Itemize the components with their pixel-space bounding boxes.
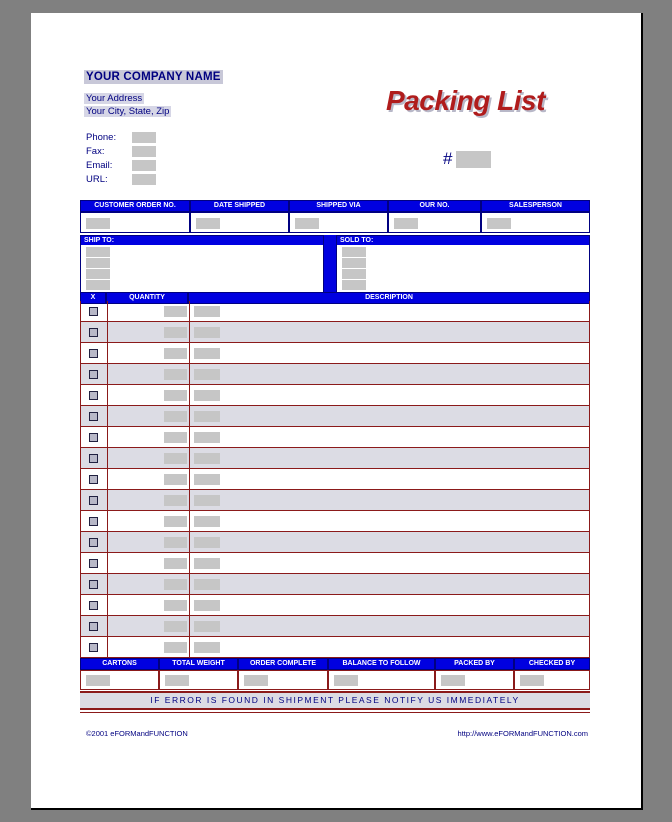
shipped-via-field[interactable] <box>295 218 319 229</box>
header-salesperson: SALESPERSON <box>481 200 590 212</box>
order-complete-cell <box>238 670 328 690</box>
sold-to-line-2[interactable] <box>342 258 366 268</box>
quantity-field[interactable] <box>164 579 187 590</box>
salesperson-field[interactable] <box>487 218 511 229</box>
item-row <box>80 616 590 637</box>
item-row <box>80 406 590 427</box>
header-quantity: QUANTITY <box>106 292 188 304</box>
column-divider <box>107 532 108 552</box>
customer-order-field[interactable] <box>86 218 110 229</box>
column-divider <box>107 448 108 468</box>
item-row <box>80 364 590 385</box>
ship-to-line-1[interactable] <box>86 247 110 257</box>
quantity-field[interactable] <box>164 495 187 506</box>
order-complete-field[interactable] <box>244 675 268 686</box>
description-field[interactable] <box>194 390 220 401</box>
column-divider <box>189 406 190 426</box>
description-field[interactable] <box>194 432 220 443</box>
company-city-state-zip: Your City, State, Zip <box>86 106 170 117</box>
item-checkbox[interactable] <box>89 643 98 652</box>
column-divider <box>189 427 190 447</box>
footer-copyright: ©2001 eFORMandFUNCTION <box>86 729 188 738</box>
item-checkbox[interactable] <box>89 391 98 400</box>
item-checkbox[interactable] <box>89 307 98 316</box>
column-divider <box>189 574 190 594</box>
shipped-via-cell <box>289 212 388 233</box>
item-checkbox[interactable] <box>89 601 98 610</box>
salesperson-cell <box>481 212 590 233</box>
column-divider <box>189 364 190 384</box>
customer-order-cell <box>80 212 190 233</box>
header-total-weight: TOTAL WEIGHT <box>159 658 238 670</box>
item-row <box>80 574 590 595</box>
ship-to-label: SHIP TO: <box>81 236 323 245</box>
sold-to-line-1[interactable] <box>342 247 366 257</box>
document-number-field[interactable] <box>456 151 491 168</box>
column-divider <box>107 490 108 510</box>
fax-label: Fax: <box>86 146 105 157</box>
item-row <box>80 532 590 553</box>
item-row <box>80 595 590 616</box>
description-field[interactable] <box>194 369 220 380</box>
column-divider <box>107 553 108 573</box>
item-row <box>80 385 590 406</box>
quantity-field[interactable] <box>164 369 187 380</box>
header-order-complete: ORDER COMPLETE <box>238 658 328 670</box>
column-divider <box>107 616 108 636</box>
quantity-field[interactable] <box>164 537 187 548</box>
ship-to-line-4[interactable] <box>86 280 110 290</box>
column-divider <box>107 322 108 342</box>
cartons-cell <box>80 670 159 690</box>
column-divider <box>189 532 190 552</box>
column-divider <box>189 595 190 615</box>
column-divider <box>189 553 190 573</box>
company-address: Your Address <box>86 93 143 104</box>
order-info-header <box>80 200 590 212</box>
column-divider <box>189 511 190 531</box>
our-no-field[interactable] <box>394 218 418 229</box>
company-name: YOUR COMPANY NAME <box>86 71 221 83</box>
error-notice: IF ERROR IS FOUND IN SHIPMENT PLEASE NOTIFY US IMMEDIATELY <box>80 691 590 710</box>
page-title: Packing List <box>386 85 545 116</box>
phone-field[interactable] <box>132 132 156 143</box>
cartons-field[interactable] <box>86 675 110 686</box>
quantity-field[interactable] <box>164 600 187 611</box>
column-divider <box>107 469 108 489</box>
quantity-field[interactable] <box>164 642 187 653</box>
header-our-no: OUR NO. <box>388 200 481 212</box>
item-row <box>80 448 590 469</box>
item-checkbox[interactable] <box>89 559 98 568</box>
description-field[interactable] <box>194 495 220 506</box>
description-field[interactable] <box>194 600 220 611</box>
description-field[interactable] <box>194 621 220 632</box>
item-checkbox[interactable] <box>89 328 98 337</box>
quantity-field[interactable] <box>164 327 187 338</box>
description-field[interactable] <box>194 306 220 317</box>
column-divider <box>189 343 190 363</box>
item-row <box>80 553 590 574</box>
sold-to-line-3[interactable] <box>342 269 366 279</box>
description-field[interactable] <box>194 348 220 359</box>
ship-to-line-2[interactable] <box>86 258 110 268</box>
quantity-field[interactable] <box>164 621 187 632</box>
our-no-cell <box>388 212 481 233</box>
column-divider <box>107 511 108 531</box>
packed-by-cell <box>435 670 514 690</box>
order-info-table <box>80 200 590 233</box>
column-divider <box>107 385 108 405</box>
header-balance-to-follow: BALANCE TO FOLLOW <box>328 658 435 670</box>
url-label: URL: <box>86 174 108 185</box>
summary-header <box>80 658 590 670</box>
packed-by-field[interactable] <box>441 675 465 686</box>
shipment-summary-table <box>80 658 590 690</box>
quantity-field[interactable] <box>164 306 187 317</box>
column-divider <box>107 364 108 384</box>
header-customer-order: CUSTOMER ORDER NO. <box>80 200 190 212</box>
item-row <box>80 511 590 532</box>
column-divider <box>189 448 190 468</box>
item-row <box>80 637 590 658</box>
item-checkbox[interactable] <box>89 517 98 526</box>
column-divider <box>107 637 108 657</box>
column-divider <box>107 343 108 363</box>
quantity-field[interactable] <box>164 558 187 569</box>
notice-divider <box>80 712 590 713</box>
item-row <box>80 301 590 322</box>
item-row <box>80 469 590 490</box>
item-checkbox[interactable] <box>89 370 98 379</box>
column-divider <box>107 427 108 447</box>
total-weight-field[interactable] <box>165 675 189 686</box>
fax-field[interactable] <box>132 146 156 157</box>
column-divider <box>189 301 190 321</box>
header-x: X <box>80 292 106 304</box>
header-description: DESCRIPTION <box>188 292 590 304</box>
description-field[interactable] <box>194 642 220 653</box>
item-row <box>80 343 590 364</box>
sold-to-label: SOLD TO: <box>337 236 589 245</box>
balance-to-follow-cell <box>328 670 435 690</box>
ship-to-box <box>80 235 324 294</box>
column-divider <box>189 637 190 657</box>
item-checkbox[interactable] <box>89 433 98 442</box>
item-row <box>80 427 590 448</box>
quantity-field[interactable] <box>164 432 187 443</box>
url-field[interactable] <box>132 174 156 185</box>
description-field[interactable] <box>194 411 220 422</box>
date-shipped-field[interactable] <box>196 218 220 229</box>
quantity-field[interactable] <box>164 453 187 464</box>
item-checkbox[interactable] <box>89 454 98 463</box>
header-checked-by: CHECKED BY <box>514 658 590 670</box>
email-label: Email: <box>86 160 113 171</box>
email-field[interactable] <box>132 160 156 171</box>
balance-to-follow-field[interactable] <box>334 675 358 686</box>
number-label: # <box>443 149 453 168</box>
column-divider <box>189 616 190 636</box>
description-field[interactable] <box>194 474 220 485</box>
total-weight-cell <box>159 670 238 690</box>
summary-values <box>80 670 590 690</box>
description-field[interactable] <box>194 579 220 590</box>
description-field[interactable] <box>194 453 220 464</box>
header-packed-by: PACKED BY <box>435 658 514 670</box>
item-checkbox[interactable] <box>89 622 98 631</box>
column-divider <box>189 469 190 489</box>
header-cartons: CARTONS <box>80 658 159 670</box>
column-divider <box>107 595 108 615</box>
item-row <box>80 322 590 343</box>
item-checkbox[interactable] <box>89 412 98 421</box>
quantity-field[interactable] <box>164 390 187 401</box>
item-checkbox[interactable] <box>89 538 98 547</box>
column-divider <box>107 574 108 594</box>
phone-label: Phone: <box>86 132 117 143</box>
date-shipped-cell <box>190 212 289 233</box>
description-field[interactable] <box>194 516 220 527</box>
checked-by-cell <box>514 670 590 690</box>
quantity-field[interactable] <box>164 411 187 422</box>
footer-url[interactable]: http://www.eFORMandFUNCTION.com <box>457 729 588 738</box>
quantity-field[interactable] <box>164 516 187 527</box>
document-page <box>31 13 643 810</box>
header-date-shipped: DATE SHIPPED <box>190 200 289 212</box>
checked-by-field[interactable] <box>520 675 544 686</box>
quantity-field[interactable] <box>164 474 187 485</box>
order-info-values <box>80 212 590 233</box>
column-divider <box>189 385 190 405</box>
item-checkbox[interactable] <box>89 475 98 484</box>
ship-to-line-3[interactable] <box>86 269 110 279</box>
ship-sold-block <box>80 235 590 294</box>
header-shipped-via: SHIPPED VIA <box>289 200 388 212</box>
description-field[interactable] <box>194 537 220 548</box>
quantity-field[interactable] <box>164 348 187 359</box>
column-divider <box>189 322 190 342</box>
sold-to-box <box>336 235 590 294</box>
item-checkbox[interactable] <box>89 349 98 358</box>
column-divider <box>107 301 108 321</box>
description-field[interactable] <box>194 327 220 338</box>
item-checkbox[interactable] <box>89 496 98 505</box>
column-divider <box>107 406 108 426</box>
column-divider <box>189 490 190 510</box>
description-field[interactable] <box>194 558 220 569</box>
item-row <box>80 490 590 511</box>
item-checkbox[interactable] <box>89 580 98 589</box>
sold-to-line-4[interactable] <box>342 280 366 290</box>
